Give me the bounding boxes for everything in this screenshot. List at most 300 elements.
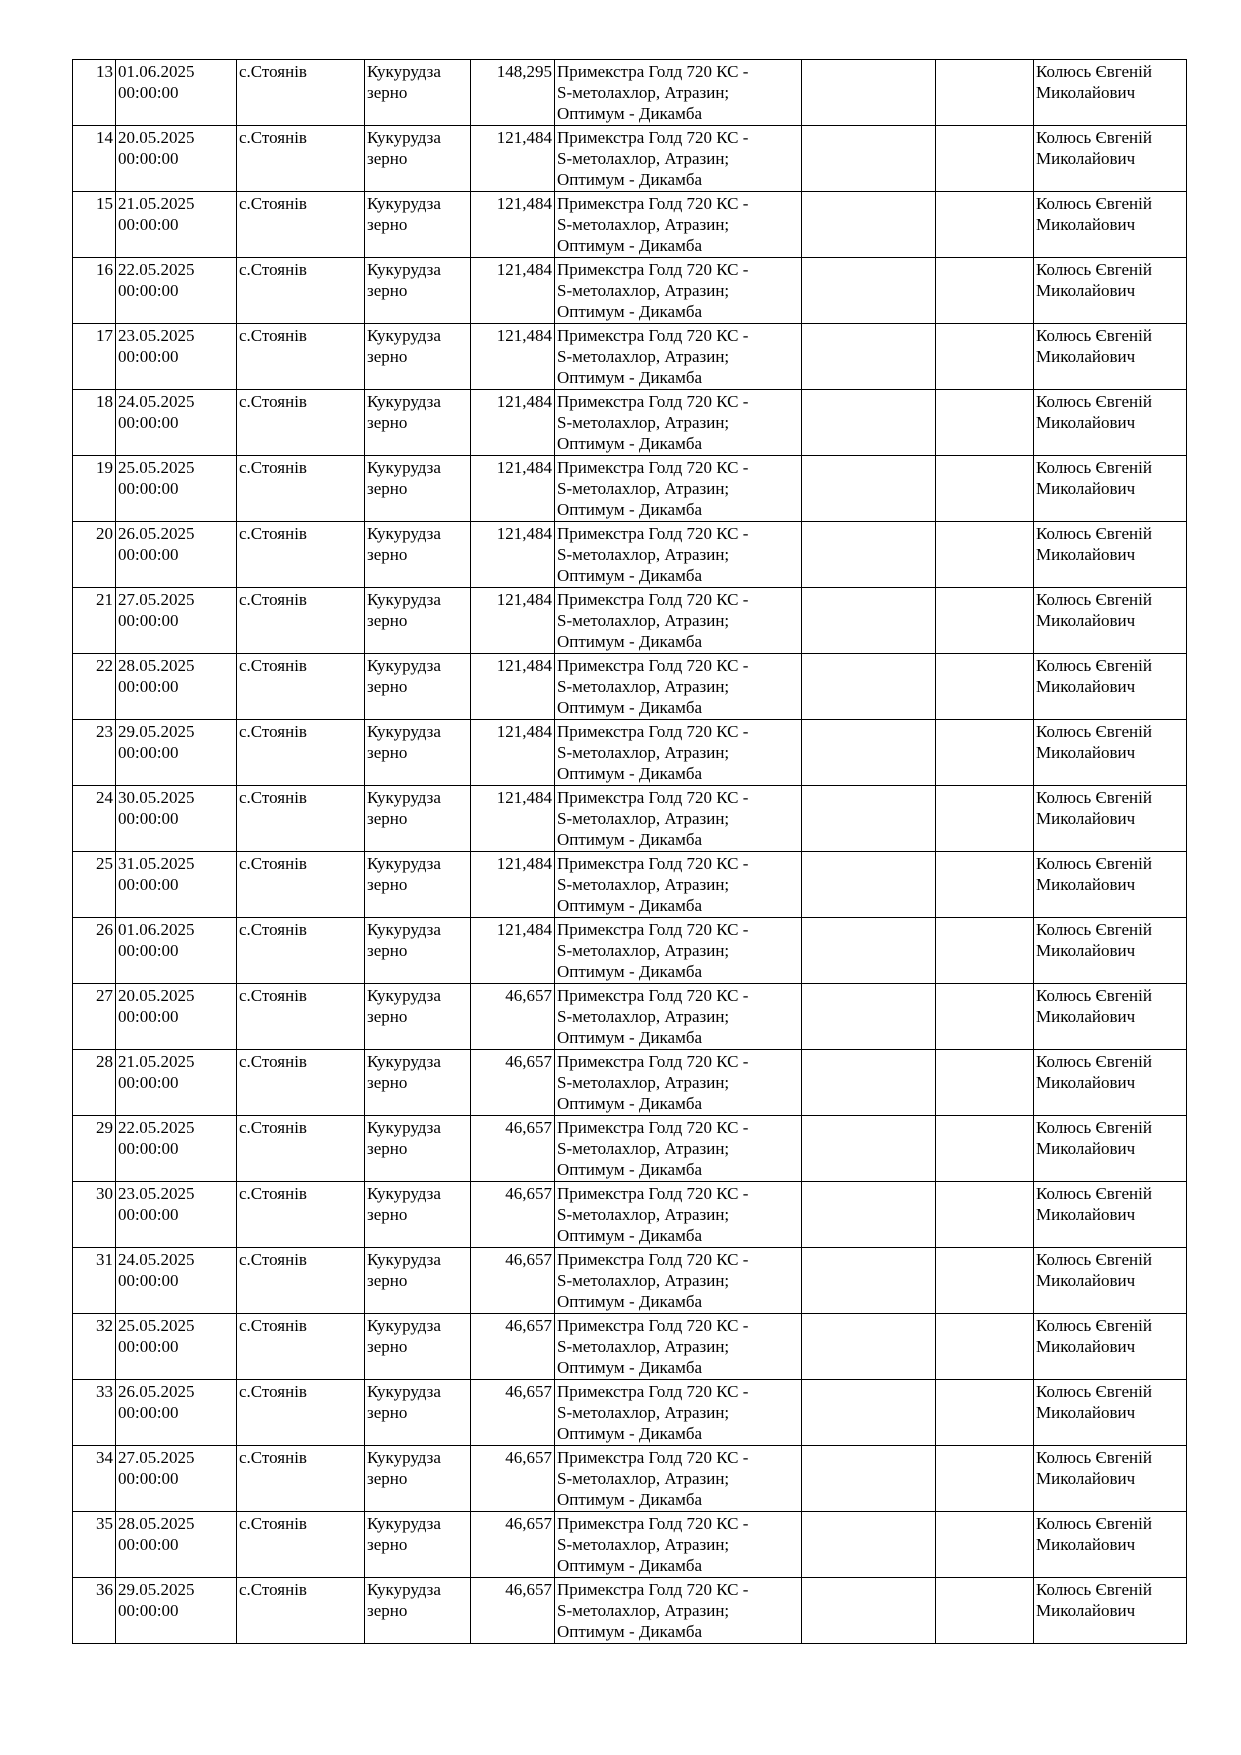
- preparation-line-1: Примекстра Голд 720 КС -: [557, 458, 749, 477]
- responsible-person-cell: [1034, 1182, 1187, 1248]
- person-name: Колюсь Євгеній: [1036, 128, 1152, 147]
- date-cell: [116, 192, 237, 258]
- empty-cell: [802, 192, 936, 258]
- preparation-cell: [555, 1380, 802, 1446]
- time-value: 00:00:00: [118, 677, 179, 696]
- row-number: 20: [73, 522, 116, 588]
- responsible-person-cell: [1034, 1050, 1187, 1116]
- row-number: 32: [73, 1314, 116, 1380]
- crop-cell: [365, 1578, 471, 1644]
- date-value: 31.05.2025: [118, 854, 195, 873]
- crop-cell: [365, 126, 471, 192]
- table-row: [73, 654, 1187, 720]
- preparation-cell: [555, 984, 802, 1050]
- village-cell: с.Стоянів: [237, 786, 365, 852]
- preparation-line-2: S-метолахлор, Атразин;: [557, 743, 730, 762]
- quantity-cell: 46,657: [471, 1314, 555, 1380]
- preparation-cell: [555, 456, 802, 522]
- time-value: 00:00:00: [118, 743, 179, 762]
- preparation-cell: [555, 852, 802, 918]
- preparation-line-3: Оптимум - Дикамба: [557, 1028, 703, 1047]
- date-value: 26.05.2025: [118, 524, 195, 543]
- preparation-line-2: S-метолахлор, Атразин;: [557, 545, 730, 564]
- responsible-person-cell: [1034, 390, 1187, 456]
- crop-type: зерно: [367, 1139, 408, 1158]
- person-name: Колюсь Євгеній: [1036, 590, 1152, 609]
- village-cell: с.Стоянів: [237, 918, 365, 984]
- quantity-cell: 121,484: [471, 588, 555, 654]
- person-name: Колюсь Євгеній: [1036, 722, 1152, 741]
- person-patronymic: Миколайович: [1036, 875, 1136, 894]
- person-name: Колюсь Євгеній: [1036, 1316, 1152, 1335]
- preparation-line-3: Оптимум - Дикамба: [557, 500, 703, 519]
- date-cell: [116, 324, 237, 390]
- empty-cell: [802, 852, 936, 918]
- time-value: 00:00:00: [118, 941, 179, 960]
- empty-cell: [936, 1512, 1034, 1578]
- crop-cell: [365, 1446, 471, 1512]
- person-name: Колюсь Євгеній: [1036, 1118, 1152, 1137]
- empty-cell: [802, 522, 936, 588]
- table-row: [73, 324, 1187, 390]
- table-row: [73, 126, 1187, 192]
- preparation-line-3: Оптимум - Дикамба: [557, 1292, 703, 1311]
- row-number: 28: [73, 1050, 116, 1116]
- person-patronymic: Миколайович: [1036, 479, 1136, 498]
- quantity-cell: 121,484: [471, 522, 555, 588]
- date-value: 01.06.2025: [118, 920, 195, 939]
- preparation-line-2: S-метолахлор, Атразин;: [557, 1205, 730, 1224]
- time-value: 00:00:00: [118, 83, 179, 102]
- crop-cell: [365, 324, 471, 390]
- preparation-line-2: S-метолахлор, Атразин;: [557, 149, 730, 168]
- person-patronymic: Миколайович: [1036, 347, 1136, 366]
- crop-type: зерно: [367, 1271, 408, 1290]
- crop-type: зерно: [367, 1535, 408, 1554]
- preparation-line-3: Оптимум - Дикамба: [557, 1490, 703, 1509]
- empty-cell: [802, 1248, 936, 1314]
- empty-cell: [936, 852, 1034, 918]
- crop-type: зерно: [367, 83, 408, 102]
- crop-cell: [365, 456, 471, 522]
- time-value: 00:00:00: [118, 215, 179, 234]
- date-value: 25.05.2025: [118, 458, 195, 477]
- preparation-line-1: Примекстра Голд 720 КС -: [557, 194, 749, 213]
- date-cell: [116, 390, 237, 456]
- person-patronymic: Миколайович: [1036, 1007, 1136, 1026]
- preparation-line-1: Примекстра Голд 720 КС -: [557, 1382, 749, 1401]
- date-value: 27.05.2025: [118, 1448, 195, 1467]
- responsible-person-cell: [1034, 1578, 1187, 1644]
- row-number: 22: [73, 654, 116, 720]
- responsible-person-cell: [1034, 324, 1187, 390]
- quantity-cell: 121,484: [471, 786, 555, 852]
- crop-name: Кукурудза: [367, 458, 441, 477]
- person-name: Колюсь Євгеній: [1036, 1382, 1152, 1401]
- crop-name: Кукурудза: [367, 1184, 441, 1203]
- empty-cell: [936, 1380, 1034, 1446]
- crop-name: Кукурудза: [367, 1580, 441, 1599]
- date-cell: [116, 1182, 237, 1248]
- table-row: [73, 1182, 1187, 1248]
- date-cell: [116, 1248, 237, 1314]
- crop-name: Кукурудза: [367, 1052, 441, 1071]
- preparation-line-2: S-метолахлор, Атразин;: [557, 611, 730, 630]
- date-value: 24.05.2025: [118, 1250, 195, 1269]
- crop-name: Кукурудза: [367, 194, 441, 213]
- village-cell: с.Стоянів: [237, 522, 365, 588]
- time-value: 00:00:00: [118, 149, 179, 168]
- row-number: 19: [73, 456, 116, 522]
- crop-cell: [365, 852, 471, 918]
- row-number: 18: [73, 390, 116, 456]
- time-value: 00:00:00: [118, 1073, 179, 1092]
- date-cell: [116, 522, 237, 588]
- village-cell: с.Стоянів: [237, 984, 365, 1050]
- time-value: 00:00:00: [118, 1271, 179, 1290]
- person-name: Колюсь Євгеній: [1036, 1448, 1152, 1467]
- time-value: 00:00:00: [118, 875, 179, 894]
- time-value: 00:00:00: [118, 1469, 179, 1488]
- village-cell: с.Стоянів: [237, 126, 365, 192]
- crop-cell: [365, 1050, 471, 1116]
- preparation-line-3: Оптимум - Дикамба: [557, 170, 703, 189]
- time-value: 00:00:00: [118, 1403, 179, 1422]
- crop-type: зерно: [367, 215, 408, 234]
- date-cell: [116, 1314, 237, 1380]
- empty-cell: [936, 1116, 1034, 1182]
- preparation-line-2: S-метолахлор, Атразин;: [557, 1403, 730, 1422]
- time-value: 00:00:00: [118, 1337, 179, 1356]
- person-patronymic: Миколайович: [1036, 1337, 1136, 1356]
- crop-cell: [365, 60, 471, 126]
- preparation-line-3: Оптимум - Дикамба: [557, 236, 703, 255]
- quantity-cell: 46,657: [471, 1446, 555, 1512]
- person-name: Колюсь Євгеній: [1036, 458, 1152, 477]
- row-number: 24: [73, 786, 116, 852]
- preparation-line-1: Примекстра Голд 720 КС -: [557, 524, 749, 543]
- preparation-line-1: Примекстра Голд 720 КС -: [557, 854, 749, 873]
- quantity-cell: 121,484: [471, 918, 555, 984]
- quantity-cell: 46,657: [471, 1578, 555, 1644]
- table-row: [73, 1446, 1187, 1512]
- preparation-line-1: Примекстра Голд 720 КС -: [557, 1514, 749, 1533]
- empty-cell: [802, 588, 936, 654]
- time-value: 00:00:00: [118, 1535, 179, 1554]
- crop-name: Кукурудза: [367, 854, 441, 873]
- crop-cell: [365, 654, 471, 720]
- row-number: 25: [73, 852, 116, 918]
- preparation-cell: [555, 720, 802, 786]
- quantity-cell: 46,657: [471, 984, 555, 1050]
- preparation-line-3: Оптимум - Дикамба: [557, 1622, 703, 1641]
- row-number: 23: [73, 720, 116, 786]
- table-row: [73, 1248, 1187, 1314]
- time-value: 00:00:00: [118, 347, 179, 366]
- date-value: 20.05.2025: [118, 986, 195, 1005]
- responsible-person-cell: [1034, 522, 1187, 588]
- row-number: 31: [73, 1248, 116, 1314]
- preparation-cell: [555, 1446, 802, 1512]
- preparation-line-3: Оптимум - Дикамба: [557, 1556, 703, 1575]
- date-value: 24.05.2025: [118, 392, 195, 411]
- crop-type: зерно: [367, 941, 408, 960]
- date-cell: [116, 1116, 237, 1182]
- empty-cell: [802, 390, 936, 456]
- date-cell: [116, 1380, 237, 1446]
- date-cell: [116, 1050, 237, 1116]
- person-patronymic: Миколайович: [1036, 413, 1136, 432]
- row-number: 35: [73, 1512, 116, 1578]
- quantity-cell: 121,484: [471, 654, 555, 720]
- crop-type: зерно: [367, 1337, 408, 1356]
- person-name: Колюсь Євгеній: [1036, 1514, 1152, 1533]
- crop-type: зерно: [367, 1601, 408, 1620]
- village-cell: с.Стоянів: [237, 720, 365, 786]
- crop-cell: [365, 1314, 471, 1380]
- date-cell: [116, 852, 237, 918]
- crop-type: зерно: [367, 875, 408, 894]
- crop-type: зерно: [367, 281, 408, 300]
- table-row: [73, 1116, 1187, 1182]
- row-number: 34: [73, 1446, 116, 1512]
- crop-type: зерно: [367, 1403, 408, 1422]
- empty-cell: [802, 918, 936, 984]
- person-name: Колюсь Євгеній: [1036, 326, 1152, 345]
- date-cell: [116, 456, 237, 522]
- preparation-line-3: Оптимум - Дикамба: [557, 566, 703, 585]
- person-patronymic: Миколайович: [1036, 743, 1136, 762]
- crop-type: зерно: [367, 1205, 408, 1224]
- date-value: 23.05.2025: [118, 326, 195, 345]
- preparation-cell: [555, 918, 802, 984]
- table-body: [73, 60, 1187, 1644]
- time-value: 00:00:00: [118, 479, 179, 498]
- date-cell: [116, 1446, 237, 1512]
- preparation-line-2: S-метолахлор, Атразин;: [557, 1601, 730, 1620]
- preparation-cell: [555, 1512, 802, 1578]
- crop-name: Кукурудза: [367, 326, 441, 345]
- preparation-line-2: S-метолахлор, Атразин;: [557, 1469, 730, 1488]
- crop-name: Кукурудза: [367, 392, 441, 411]
- village-cell: с.Стоянів: [237, 60, 365, 126]
- crop-name: Кукурудза: [367, 722, 441, 741]
- preparation-line-1: Примекстра Голд 720 КС -: [557, 656, 749, 675]
- preparation-line-1: Примекстра Голд 720 КС -: [557, 392, 749, 411]
- person-name: Колюсь Євгеній: [1036, 62, 1152, 81]
- empty-cell: [802, 258, 936, 324]
- preparation-cell: [555, 1116, 802, 1182]
- date-value: 01.06.2025: [118, 62, 195, 81]
- preparation-line-2: S-метолахлор, Атразин;: [557, 875, 730, 894]
- village-cell: с.Стоянів: [237, 258, 365, 324]
- preparation-cell: [555, 1578, 802, 1644]
- table-row: [73, 852, 1187, 918]
- empty-cell: [936, 126, 1034, 192]
- responsible-person-cell: [1034, 918, 1187, 984]
- row-number: 16: [73, 258, 116, 324]
- person-patronymic: Миколайович: [1036, 1205, 1136, 1224]
- crop-name: Кукурудза: [367, 1316, 441, 1335]
- crop-cell: [365, 1512, 471, 1578]
- village-cell: с.Стоянів: [237, 1050, 365, 1116]
- preparation-cell: [555, 1248, 802, 1314]
- village-cell: с.Стоянів: [237, 390, 365, 456]
- preparation-line-2: S-метолахлор, Атразин;: [557, 677, 730, 696]
- village-cell: с.Стоянів: [237, 1116, 365, 1182]
- time-value: 00:00:00: [118, 611, 179, 630]
- empty-cell: [802, 1446, 936, 1512]
- preparation-line-1: Примекстра Голд 720 КС -: [557, 1184, 749, 1203]
- time-value: 00:00:00: [118, 1007, 179, 1026]
- table-row: [73, 1578, 1187, 1644]
- preparation-line-1: Примекстра Голд 720 КС -: [557, 1316, 749, 1335]
- empty-cell: [936, 786, 1034, 852]
- preparation-cell: [555, 192, 802, 258]
- preparation-cell: [555, 1314, 802, 1380]
- table-row: [73, 786, 1187, 852]
- time-value: 00:00:00: [118, 1139, 179, 1158]
- empty-cell: [802, 60, 936, 126]
- preparation-cell: [555, 588, 802, 654]
- time-value: 00:00:00: [118, 281, 179, 300]
- row-number: 15: [73, 192, 116, 258]
- preparation-cell: [555, 786, 802, 852]
- person-patronymic: Миколайович: [1036, 1403, 1136, 1422]
- date-cell: [116, 720, 237, 786]
- preparation-cell: [555, 654, 802, 720]
- village-cell: с.Стоянів: [237, 1512, 365, 1578]
- crop-name: Кукурудза: [367, 1382, 441, 1401]
- village-cell: с.Стоянів: [237, 192, 365, 258]
- crop-type: зерно: [367, 809, 408, 828]
- crop-cell: [365, 1182, 471, 1248]
- records-table: [72, 59, 1187, 1644]
- person-name: Колюсь Євгеній: [1036, 1052, 1152, 1071]
- preparation-line-3: Оптимум - Дикамба: [557, 1358, 703, 1377]
- empty-cell: [936, 1248, 1034, 1314]
- preparation-cell: [555, 324, 802, 390]
- date-value: 27.05.2025: [118, 590, 195, 609]
- row-number: 36: [73, 1578, 116, 1644]
- empty-cell: [936, 456, 1034, 522]
- table-row: [73, 456, 1187, 522]
- crop-cell: [365, 588, 471, 654]
- date-cell: [116, 126, 237, 192]
- responsible-person-cell: [1034, 1512, 1187, 1578]
- row-number: 27: [73, 984, 116, 1050]
- person-name: Колюсь Євгеній: [1036, 524, 1152, 543]
- responsible-person-cell: [1034, 192, 1187, 258]
- empty-cell: [802, 1380, 936, 1446]
- quantity-cell: 121,484: [471, 456, 555, 522]
- crop-cell: [365, 1116, 471, 1182]
- row-number: 30: [73, 1182, 116, 1248]
- empty-cell: [936, 720, 1034, 786]
- date-value: 25.05.2025: [118, 1316, 195, 1335]
- quantity-cell: 121,484: [471, 192, 555, 258]
- village-cell: с.Стоянів: [237, 1314, 365, 1380]
- empty-cell: [936, 984, 1034, 1050]
- crop-name: Кукурудза: [367, 1118, 441, 1137]
- preparation-line-1: Примекстра Голд 720 КС -: [557, 128, 749, 147]
- responsible-person-cell: [1034, 258, 1187, 324]
- person-patronymic: Миколайович: [1036, 1469, 1136, 1488]
- crop-type: зерно: [367, 1469, 408, 1488]
- empty-cell: [936, 522, 1034, 588]
- date-value: 26.05.2025: [118, 1382, 195, 1401]
- responsible-person-cell: [1034, 720, 1187, 786]
- row-number: 21: [73, 588, 116, 654]
- crop-cell: [365, 720, 471, 786]
- preparation-cell: [555, 60, 802, 126]
- responsible-person-cell: [1034, 654, 1187, 720]
- crop-name: Кукурудза: [367, 128, 441, 147]
- crop-cell: [365, 390, 471, 456]
- preparation-line-2: S-метолахлор, Атразин;: [557, 413, 730, 432]
- empty-cell: [936, 390, 1034, 456]
- preparation-line-1: Примекстра Голд 720 КС -: [557, 260, 749, 279]
- table-row: [73, 720, 1187, 786]
- preparation-line-3: Оптимум - Дикамба: [557, 632, 703, 651]
- empty-cell: [936, 1050, 1034, 1116]
- preparation-cell: [555, 1182, 802, 1248]
- date-value: 23.05.2025: [118, 1184, 195, 1203]
- crop-name: Кукурудза: [367, 1514, 441, 1533]
- date-value: 22.05.2025: [118, 260, 195, 279]
- responsible-person-cell: [1034, 126, 1187, 192]
- person-name: Колюсь Євгеній: [1036, 788, 1152, 807]
- person-patronymic: Миколайович: [1036, 611, 1136, 630]
- crop-name: Кукурудза: [367, 1250, 441, 1269]
- quantity-cell: 121,484: [471, 324, 555, 390]
- person-name: Колюсь Євгеній: [1036, 1580, 1152, 1599]
- person-patronymic: Миколайович: [1036, 149, 1136, 168]
- preparation-line-3: Оптимум - Дикамба: [557, 1226, 703, 1245]
- quantity-cell: 121,484: [471, 720, 555, 786]
- person-patronymic: Миколайович: [1036, 281, 1136, 300]
- preparation-line-1: Примекстра Голд 720 КС -: [557, 920, 749, 939]
- table-row: [73, 258, 1187, 324]
- empty-cell: [802, 1116, 936, 1182]
- quantity-cell: 46,657: [471, 1116, 555, 1182]
- time-value: 00:00:00: [118, 1601, 179, 1620]
- crop-cell: [365, 984, 471, 1050]
- village-cell: с.Стоянів: [237, 456, 365, 522]
- crop-cell: [365, 1380, 471, 1446]
- preparation-line-2: S-метолахлор, Атразин;: [557, 347, 730, 366]
- empty-cell: [936, 654, 1034, 720]
- preparation-line-3: Оптимум - Дикамба: [557, 434, 703, 453]
- crop-type: зерно: [367, 677, 408, 696]
- crop-name: Кукурудза: [367, 260, 441, 279]
- date-value: 29.05.2025: [118, 1580, 195, 1599]
- preparation-line-2: S-метолахлор, Атразин;: [557, 281, 730, 300]
- time-value: 00:00:00: [118, 1205, 179, 1224]
- crop-type: зерно: [367, 149, 408, 168]
- person-name: Колюсь Євгеній: [1036, 392, 1152, 411]
- person-patronymic: Миколайович: [1036, 1535, 1136, 1554]
- date-value: 20.05.2025: [118, 128, 195, 147]
- person-name: Колюсь Євгеній: [1036, 1184, 1152, 1203]
- row-number: 14: [73, 126, 116, 192]
- preparation-line-3: Оптимум - Дикамба: [557, 104, 703, 123]
- date-cell: [116, 1578, 237, 1644]
- empty-cell: [802, 1314, 936, 1380]
- date-value: 21.05.2025: [118, 1052, 195, 1071]
- village-cell: с.Стоянів: [237, 654, 365, 720]
- quantity-cell: 121,484: [471, 258, 555, 324]
